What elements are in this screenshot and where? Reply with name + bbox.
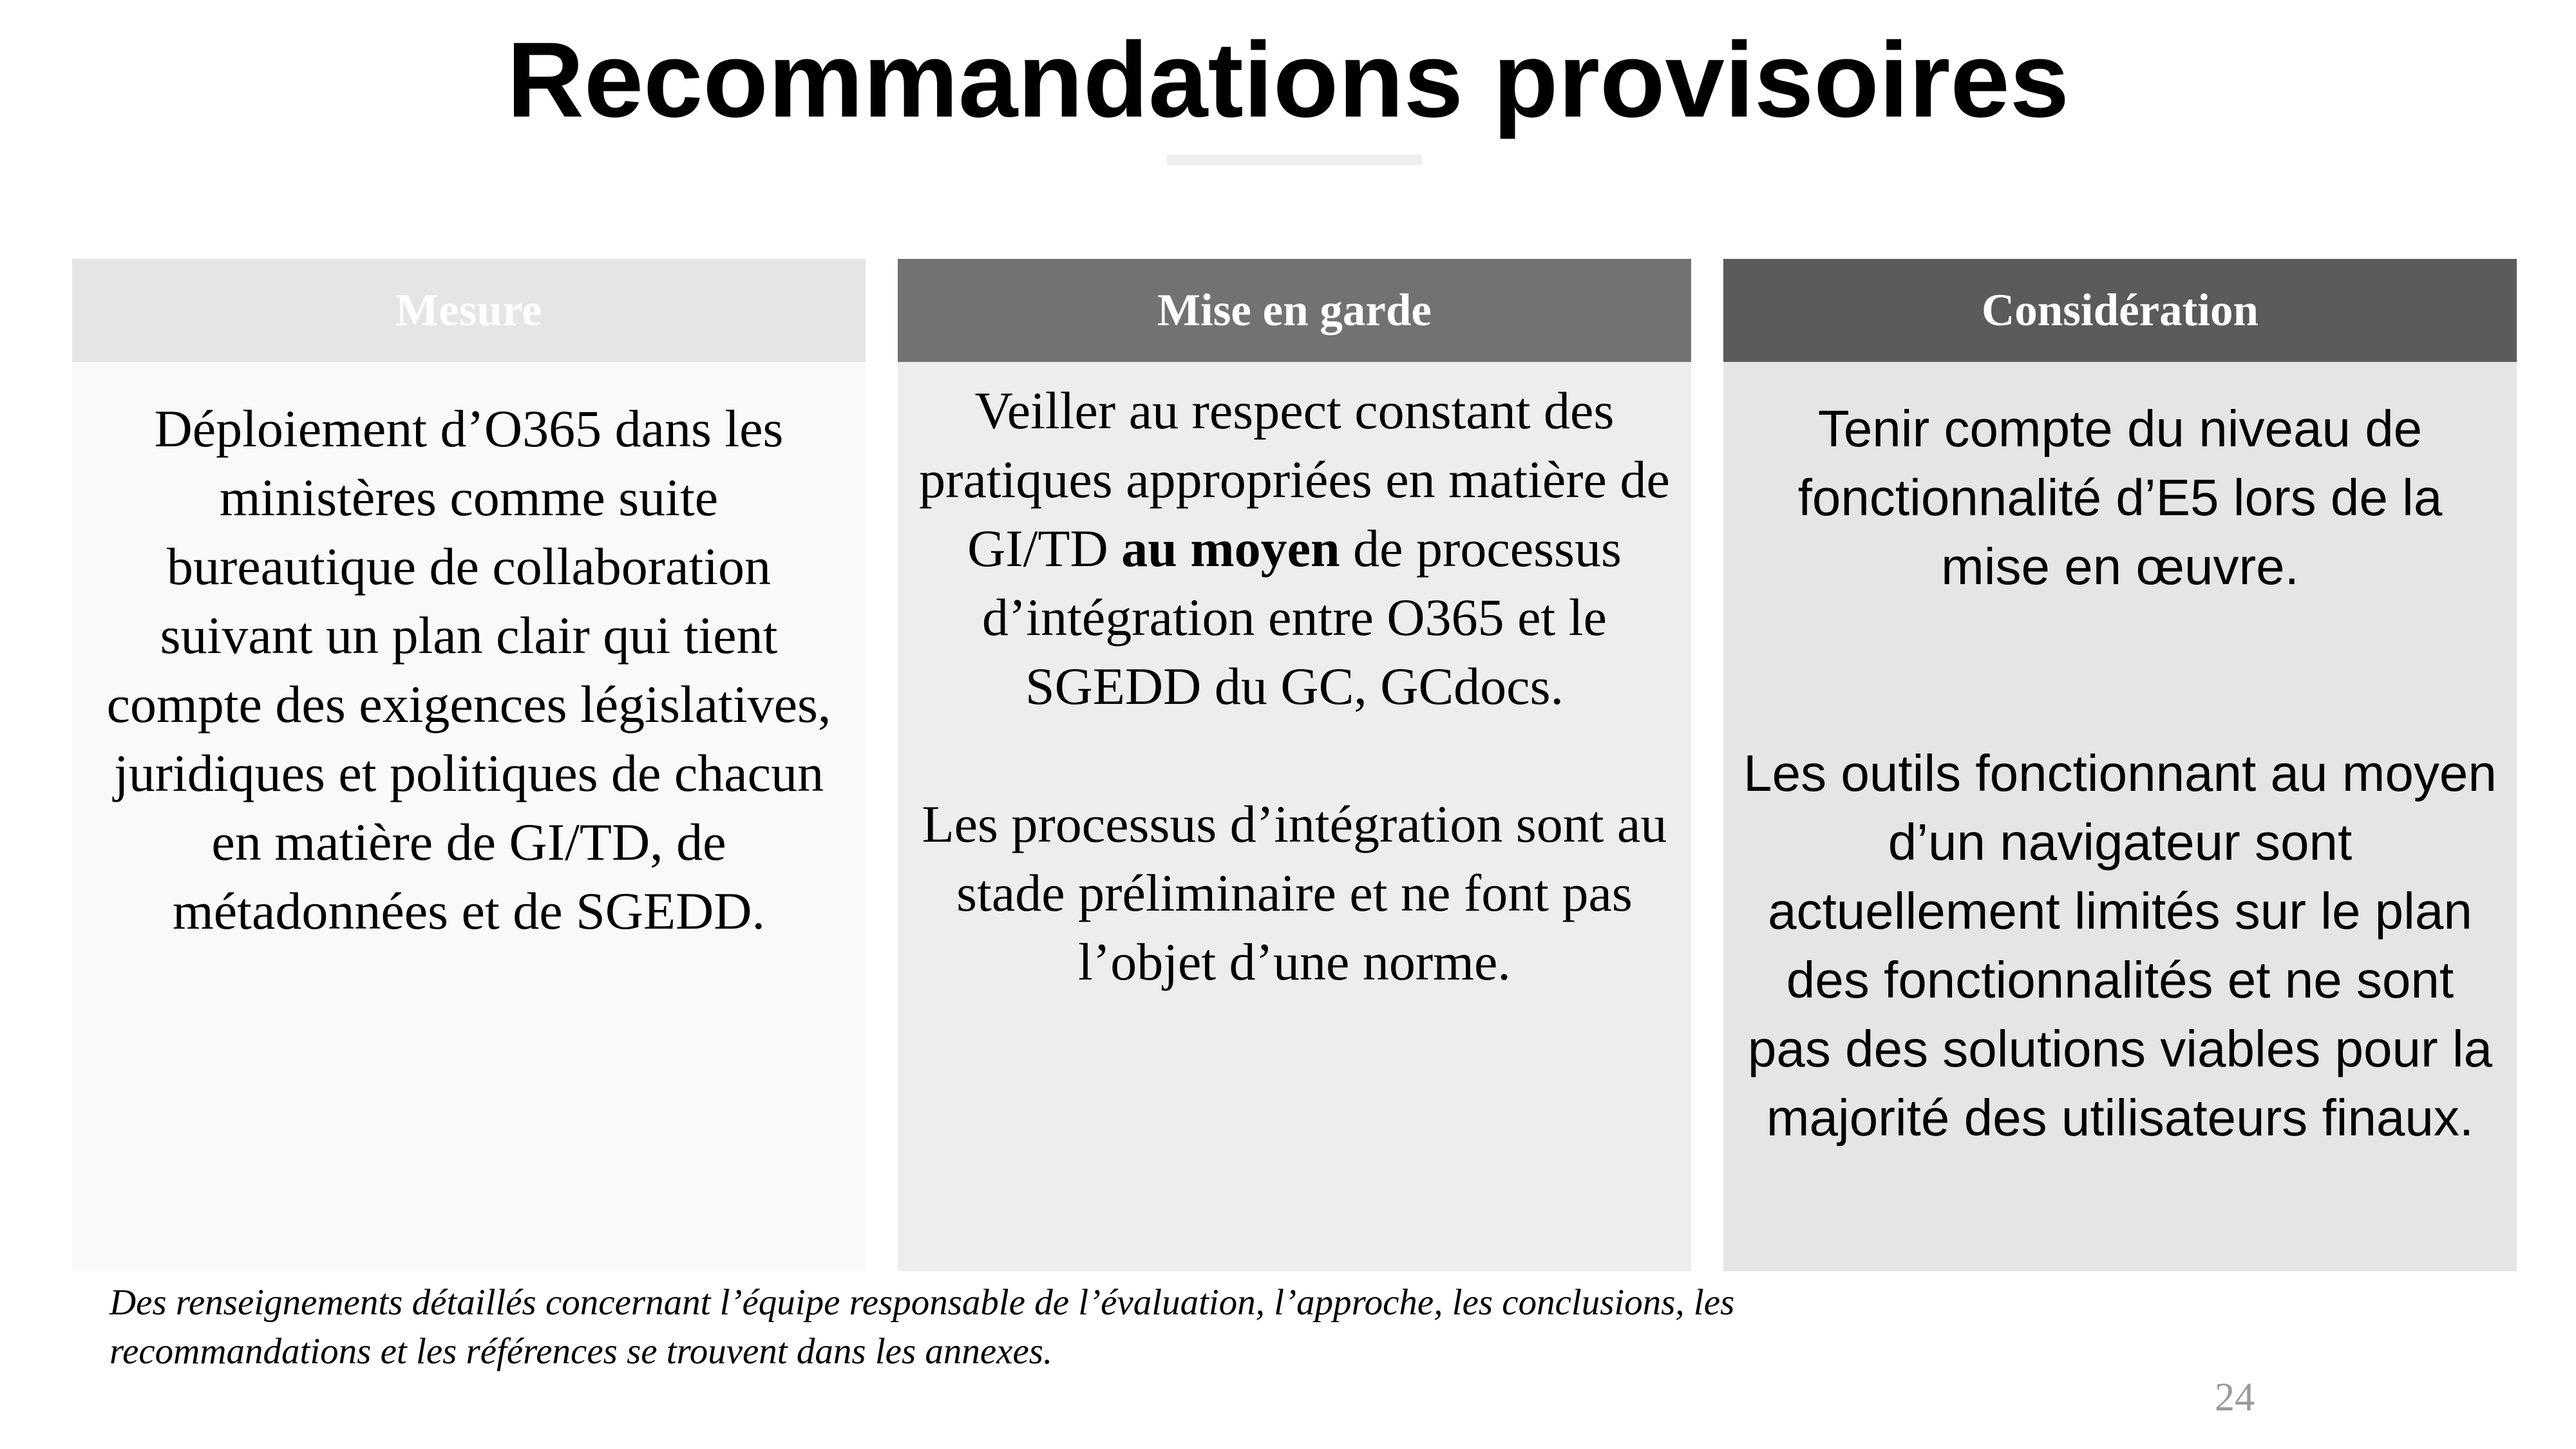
consideration-paragraph-2: Les outils fonctionnant au moyen d’un navigateur sont actuellement limités sur le plan des fonctionnalités et ne sont pas des solutions viables pour la majorité des utilisateurs finaux. <box>1743 744 2497 1146</box>
title-underline <box>1167 155 1422 165</box>
column-body-mesure <box>72 362 866 1271</box>
column-body-mise-en-garde <box>898 362 1691 1271</box>
column-header-mise-en-garde: Mise en garde <box>898 259 1691 362</box>
mesure-text: Déploiement d’O365 dans les ministères comme suite bureautique de collaboration suivant un plan clair qui tient compte des exigences législatives, juridiques et politiques de chacun en matière de GI/TD, de métadonnées et de SGEDD. <box>106 399 831 940</box>
slide-title: Recommandations provisoires <box>506 21 2070 140</box>
mise-en-garde-p1-bold: au moyen <box>1121 519 1340 578</box>
mise-en-garde-paragraph-1 <box>917 376 1672 721</box>
column-header-mesure: Mesure <box>72 259 866 362</box>
column-header-consideration: Considération <box>1723 259 2517 362</box>
consideration-paragraph-1: Tenir compte du niveau de fonctionnalité d’E5 lors de la mise en œuvre. <box>1797 400 2443 595</box>
mise-en-garde-p1-before: Veiller au respect constant des pratiques appropriées en matière de GI/TD <box>919 381 1670 578</box>
footnote-line-2: recommandations et les références se trouvent dans les annexes. <box>109 1331 1053 1372</box>
column-body-consideration <box>1723 362 2517 1271</box>
mise-en-garde-p1-after: de processus d’intégration entre O365 et le SGEDD du GC, GCdocs. <box>982 519 1622 715</box>
footnote <box>109 1278 1977 1376</box>
footnote-line-1: Des renseignements détaillés concernant l’équipe responsable de l’évaluation, l’approche, les conclusions, les <box>109 1282 1735 1323</box>
page-number: 24 <box>2215 1376 2255 1419</box>
mise-en-garde-paragraph-2: Les processus d’intégration sont au stade préliminaire et ne font pas l’objet d’une norme. <box>922 795 1667 991</box>
